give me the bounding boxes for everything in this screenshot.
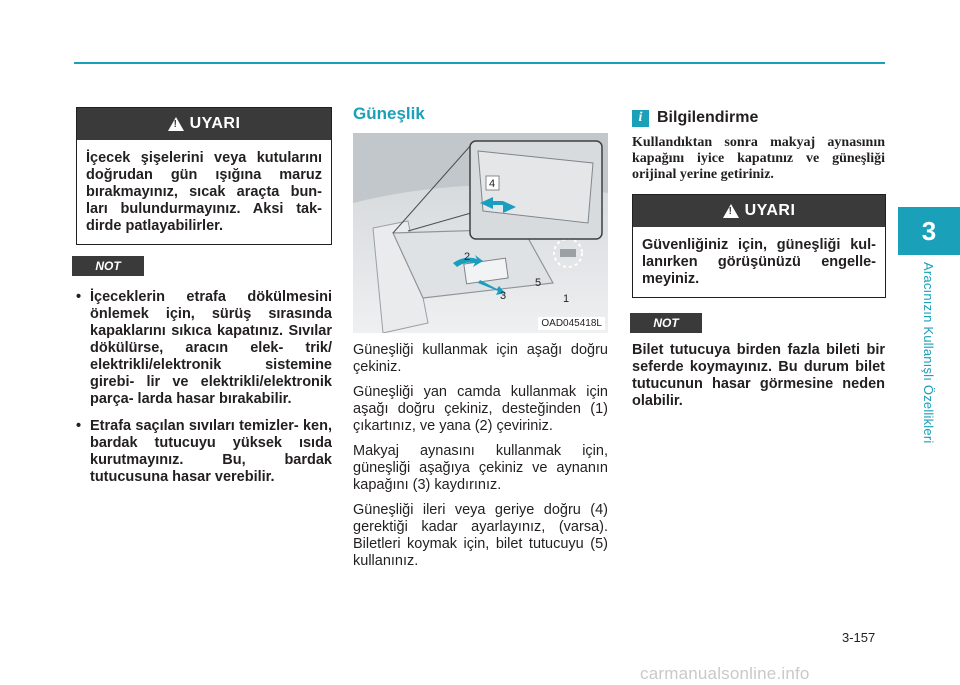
- info-icon: i: [632, 110, 649, 127]
- list-item: • Etrafa saçılan sıvıları temizler- ken, bardak tutucuyu yüksek ısıda kurutmayınız. Bu, bardak tutucusuna hasar verebilir.: [76, 418, 332, 486]
- figure-code: OAD045418L: [538, 317, 605, 330]
- warning-label: UYARI: [189, 115, 241, 132]
- page-number: 3-157: [842, 630, 876, 645]
- warning-header: [77, 108, 331, 140]
- warning-box-right: [632, 194, 886, 298]
- chapter-side-title: Aracınızın Kullanışlı Özellikleri: [921, 262, 936, 444]
- warning-header: [633, 195, 885, 227]
- warning-text: İçecek şişelerini veya kutularını doğrudan gün ışığına maruz bırakmayınız, sıcak araçta bun- ları bulundurmayınız. Aksi tak- dirde patlayabilirler.: [86, 150, 322, 234]
- chapter-tab: 3: [898, 207, 960, 255]
- section-title: Güneşlik: [353, 104, 425, 123]
- callout-2: 2: [464, 251, 471, 263]
- paragraph: Güneşliği ileri veya geriye doğru (4) gerektiği kadar ayarlayınız, (varsa). Biletleri koymak için, bilet tutucuyu (5) kullanınız.: [353, 502, 608, 569]
- sunvisor-instructions: [353, 342, 608, 578]
- callout-4: 4: [489, 178, 496, 190]
- paragraph: Makyaj aynasını kullanmak için, güneşliği aşağıya çekiniz ve aynanın kapağını (3) kaydırınız.: [353, 443, 608, 493]
- watermark: carmanualsonline.info: [640, 664, 810, 683]
- callout-5: 5: [535, 277, 542, 289]
- paragraph: Güneşliği yan camda kullanmak için aşağı doğru çekiniz, desteğinden (1) çıkartınız, ve yana (2) çeviriniz.: [353, 384, 608, 434]
- notice-badge-left: NOT: [72, 256, 144, 276]
- notice-badge-right: NOT: [630, 313, 702, 333]
- paragraph: Güneşliği kullanmak için aşağı doğru çekiniz.: [353, 342, 608, 375]
- warning-text: Güvenliğiniz için, güneşliği kul- lanırken görüşünüzü engelle- meyiniz.: [642, 237, 876, 287]
- sunvisor-figure: [353, 133, 608, 333]
- callout-1: 1: [563, 293, 570, 305]
- info-heading: [632, 109, 758, 127]
- info-text: Kullandıktan sonra makyaj aynasının kapağını iyice kapatınız ve güneşliği orijinal yerine getiriniz.: [632, 135, 885, 182]
- warning-label: UYARI: [744, 202, 796, 219]
- callout-3: 3: [500, 290, 507, 302]
- warning-triangle-icon: [168, 117, 184, 131]
- list-item: • İçeceklerin etrafa dökülmesini önlemek için, sürüş sırasında kapaklarını sıkıca kapatınız. Sıvılar dökülürse, aracın elek- trik/ elektrikli/elektronik sistemine girebi- lir ve elektrikli/elektronik parça- larda hasar bırakabilir.: [76, 289, 332, 408]
- top-rule: [74, 62, 885, 64]
- ticket-holder-notice: Bilet tutucuya birden fazla bileti bir seferde koymayınız. Bu durum bilet tutucunun hasar görmesine neden olabilir.: [632, 342, 885, 409]
- warning-triangle-icon: [723, 204, 739, 218]
- warning-box-left: [76, 107, 332, 245]
- sunvisor-illustration: [353, 133, 608, 333]
- notice-bullet-list: [76, 289, 332, 496]
- info-title: Bilgilendirme: [657, 109, 759, 126]
